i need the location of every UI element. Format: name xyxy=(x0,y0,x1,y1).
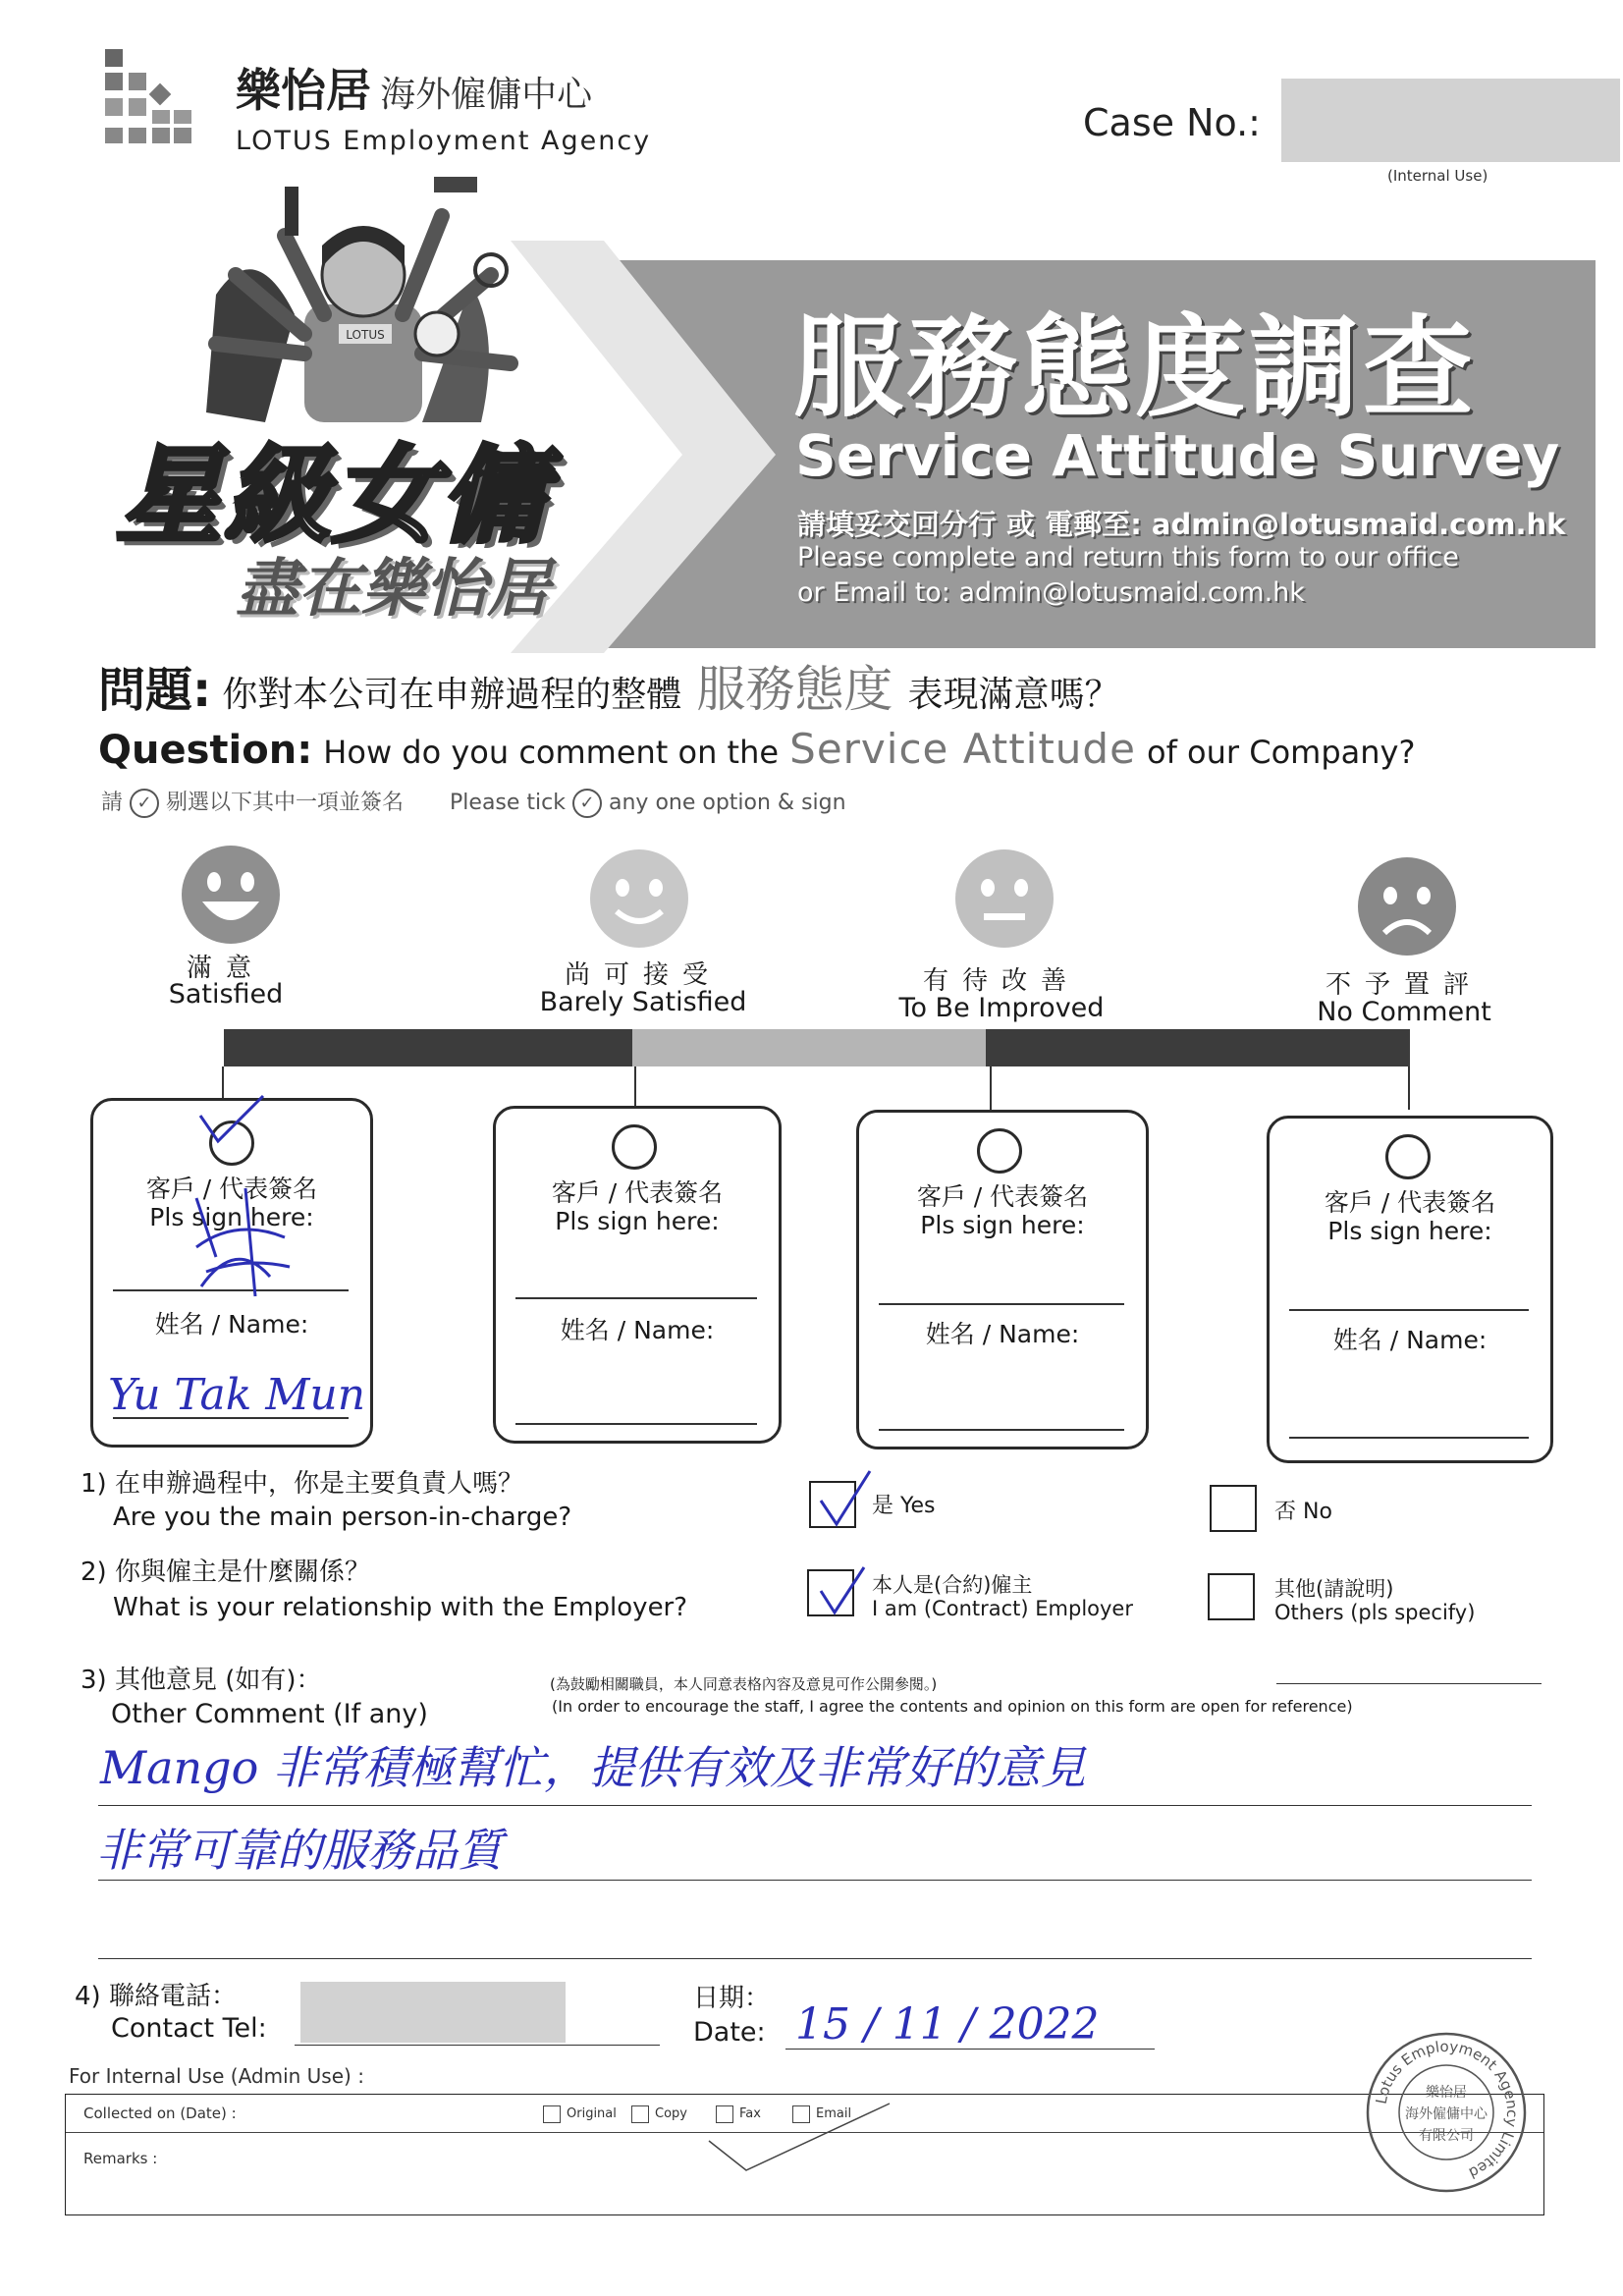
tag-name-label: 姓名 / Name: xyxy=(154,1310,309,1339)
mascot-badge: LOTUS xyxy=(346,328,385,342)
q3-zh: 3) 其他意見 (如有)： xyxy=(81,1666,322,1695)
banner-line-zh: 請填妥交回分行 或 電郵至: admin@lotusmaid.com.hk xyxy=(797,508,1566,541)
tag-sign-label-zh: 客戶 / 代表簽名 xyxy=(916,1182,1089,1211)
tag-hole xyxy=(612,1124,657,1170)
option-label-zh: 滿意 xyxy=(186,954,265,983)
checkmark-icon xyxy=(815,1467,874,1530)
hanger-bar xyxy=(224,1029,1410,1066)
tag-sign-label-zh: 客戶 / 代表簽名 xyxy=(1324,1188,1496,1217)
q1-no-checkbox[interactable] xyxy=(1210,1485,1257,1532)
q2-zh: 2) 你與僱主是什麼關係？ xyxy=(81,1558,370,1587)
q3-en: Other Comment (If any) xyxy=(111,1699,428,1729)
logo-zh: 樂怡居 xyxy=(236,64,371,117)
q4-zh: 4) 聯絡電話： xyxy=(75,1982,237,2011)
tag-sign-label-en: Pls sign here: xyxy=(1327,1217,1492,1245)
option-label-zh: 不予置評 xyxy=(1325,970,1483,1000)
face-sad-icon xyxy=(1355,854,1459,958)
face-happy-icon xyxy=(179,843,283,947)
slogan-main: 星級女傭 xyxy=(116,435,549,558)
admin-copy-checkbox[interactable] xyxy=(631,2105,649,2123)
checkmark-icon xyxy=(192,1092,271,1151)
option-label-en: To Be Improved xyxy=(898,993,1105,1023)
question-highlight-en: Service Attitude xyxy=(789,725,1136,773)
signed-name[interactable]: Yu Tak Mun xyxy=(108,1370,366,1420)
tag-sign-label-en: Pls sign here: xyxy=(149,1203,314,1231)
tag-name-label: 姓名 / Name: xyxy=(560,1316,715,1344)
mascot-illustration xyxy=(177,177,530,432)
face-content-icon xyxy=(587,847,691,951)
tick-hint xyxy=(101,786,846,818)
question-label-zh: 問題: xyxy=(98,663,212,718)
face-neutral-icon xyxy=(952,847,1056,951)
contact-tel-field[interactable] xyxy=(300,1982,566,2043)
signature-scribble xyxy=(177,1178,304,1306)
admin-collected-label: Collected on (Date) : xyxy=(83,2105,237,2122)
banner-line-en-2: or Email to: admin@lotusmaid.com.hk xyxy=(797,577,1305,608)
stamp-center-2: 海外僱傭中心 xyxy=(1405,2106,1488,2122)
tick-circle-icon: ✓ xyxy=(130,789,159,818)
admin-copy-label: Copy xyxy=(655,2106,687,2121)
q1-yes-label: 是 Yes xyxy=(872,1494,936,1518)
banner-title-en: Service Attitude Survey xyxy=(795,422,1560,489)
company-stamp xyxy=(1363,2029,1530,2196)
date-en: Date: xyxy=(693,2017,766,2048)
internal-use-note: (Internal Use) xyxy=(1387,167,1488,185)
question-text-en-b: of our Company? xyxy=(1147,734,1416,771)
case-no-label: Case No.: xyxy=(1083,101,1261,144)
q1-en: Are you the main person-in-charge? xyxy=(113,1503,572,1532)
logo xyxy=(103,47,653,165)
hint-zh-a: 請 xyxy=(101,791,124,815)
stamp-center-1: 樂怡居 xyxy=(1426,2085,1467,2101)
question-zh xyxy=(98,650,1120,721)
case-no-field[interactable] xyxy=(1281,79,1620,162)
tag-sign-label-en: Pls sign here: xyxy=(920,1211,1085,1239)
sign-tag-no-comment[interactable] xyxy=(1267,1116,1553,1463)
tag-sign-label-zh: 客戶 / 代表簽名 xyxy=(551,1178,724,1207)
admin-title: For Internal Use (Admin Use) : xyxy=(69,2064,364,2088)
stamp-ring-text: Lotus Employment Agency Limited xyxy=(1372,2037,1522,2182)
q2-employer-label-en: I am (Contract) Employer xyxy=(872,1597,1133,1620)
admin-original-checkbox[interactable] xyxy=(543,2105,561,2123)
question-text-zh-b: 表現滿意嗎？ xyxy=(907,675,1120,715)
option-label-en: Satisfied xyxy=(168,979,284,1010)
q2-employer-label-zh: 本人是(合約)僱主 xyxy=(872,1573,1033,1597)
hint-en-b: any one option & sign xyxy=(609,791,846,815)
tag-hole xyxy=(1385,1134,1431,1179)
sign-tag-barely-satisfied[interactable] xyxy=(493,1106,782,1444)
q2-others-checkbox[interactable] xyxy=(1208,1573,1255,1620)
q3-note-zh: (為鼓勵相關職員，本人同意表格內容及意見可作公開參閱。) xyxy=(550,1675,938,1693)
tick-circle-icon: ✓ xyxy=(572,789,602,818)
hint-en-a: Please tick xyxy=(450,791,566,815)
admin-original-label: Original xyxy=(567,2106,617,2121)
admin-tick-stroke xyxy=(707,2102,893,2200)
q2-others-label-en: Others (pls specify) xyxy=(1274,1601,1476,1624)
question-label-en: Question: xyxy=(98,728,313,773)
option-label-en: Barely Satisfied xyxy=(539,987,747,1017)
comment-line-2[interactable]: 非常可靠的服務品質 xyxy=(96,1824,503,1877)
tag-sign-label-zh: 客戶 / 代表簽名 xyxy=(145,1175,318,1203)
q1-no-label: 否 No xyxy=(1274,1500,1332,1524)
date-value[interactable]: 15 / 11 / 2022 xyxy=(795,1999,1100,2050)
tag-name-label: 姓名 / Name: xyxy=(1332,1326,1488,1354)
option-label-zh: 尚可接受 xyxy=(564,960,722,990)
date-zh: 日期： xyxy=(693,1984,771,2013)
logo-zh-sub: 海外僱傭中心 xyxy=(380,75,593,115)
logo-en: LOTUS Employment Agency xyxy=(236,126,652,156)
tag-name-label: 姓名 / Name: xyxy=(925,1320,1080,1348)
question-highlight-zh: 服務態度 xyxy=(696,661,893,718)
question-en xyxy=(98,725,1415,773)
admin-remarks-label: Remarks : xyxy=(83,2150,158,2167)
question-text-en-a: How do you comment on the xyxy=(323,734,780,771)
q2-en: What is your relationship with the Employer? xyxy=(113,1593,688,1622)
banner-title-zh: 服務態度調查 xyxy=(793,304,1477,432)
logo-mark-icon xyxy=(103,47,196,155)
stamp-center-3: 有限公司 xyxy=(1419,2128,1474,2144)
admin-fax-label: Fax xyxy=(739,2106,761,2121)
checkmark-icon xyxy=(815,1563,874,1618)
option-label-zh: 有待改善 xyxy=(922,966,1080,996)
slogan-sub: 盡在樂怡居 xyxy=(236,553,550,626)
banner-line-en-1: Please complete and return this form to our office xyxy=(797,542,1459,573)
sign-tag-to-be-improved[interactable] xyxy=(856,1110,1149,1449)
q4-en: Contact Tel: xyxy=(111,2013,267,2044)
q1-zh: 1) 在申辦過程中，你是主要負責人嗎？ xyxy=(81,1469,523,1499)
admin-email-label: Email xyxy=(816,2106,852,2121)
comment-line-1[interactable]: Mango 非常積極幫忙，提供有效及非常好的意見 xyxy=(100,1741,1086,1794)
q3-note-en: (In order to encourage the staff, I agree the contents and opinion on this form are open for reference) xyxy=(552,1697,1353,1716)
q2-others-label-zh: 其他(請說明) xyxy=(1274,1577,1394,1601)
option-label-en: No Comment xyxy=(1317,997,1491,1027)
question-text-zh-a: 你對本公司在申辦過程的整體 xyxy=(222,675,682,715)
tag-sign-label-en: Pls sign here: xyxy=(555,1207,720,1235)
tag-hole xyxy=(977,1128,1022,1174)
hint-zh-b: 剔選以下其中一項並簽名 xyxy=(166,791,405,815)
